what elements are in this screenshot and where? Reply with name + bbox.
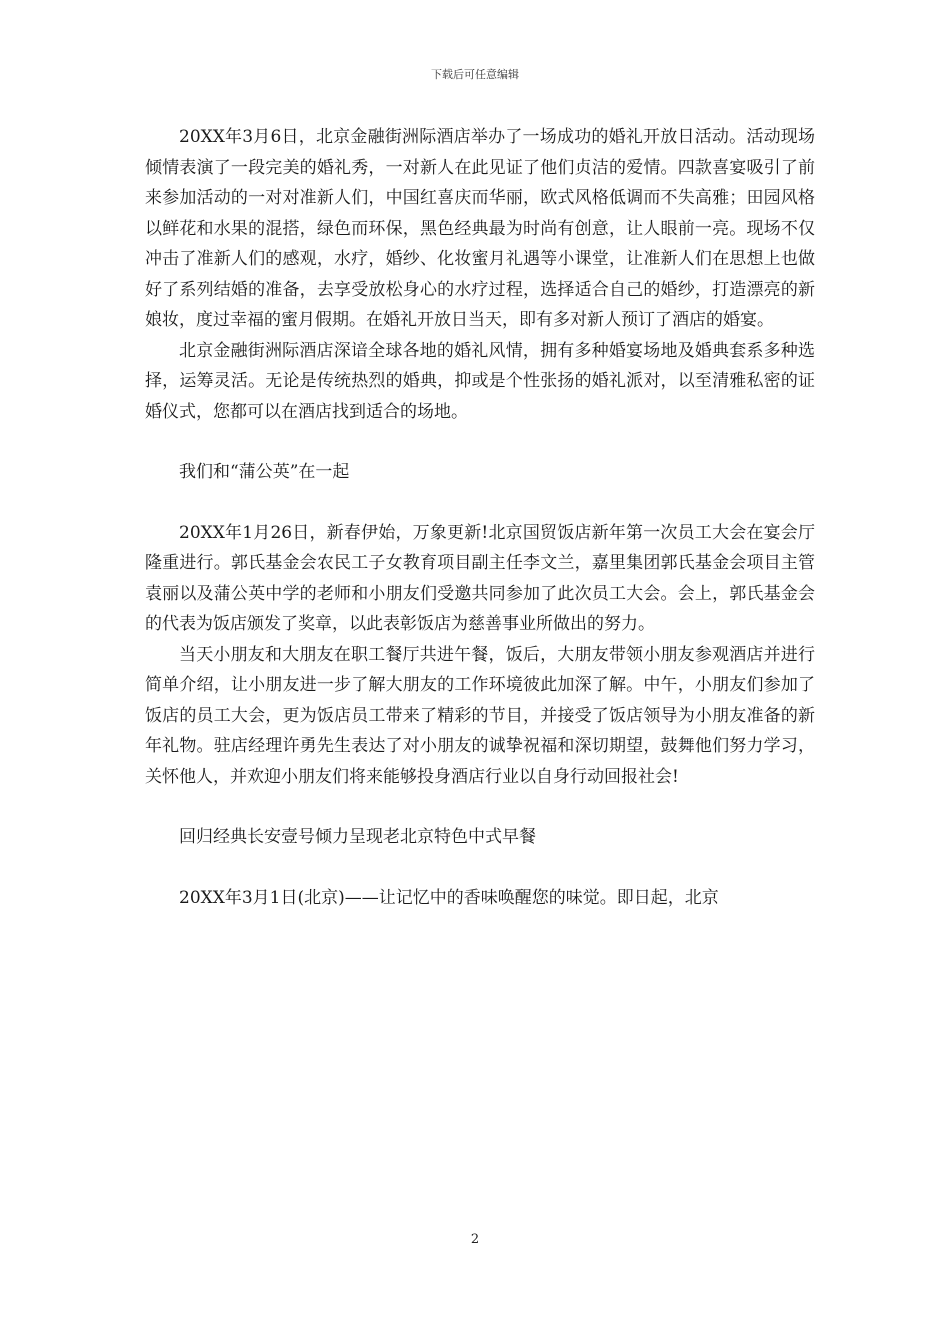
section-heading-breakfast: 回归经典长安壹号倾力呈现老北京特色中式早餐 — [179, 827, 536, 847]
spacer — [145, 792, 815, 822]
section-heading-dandelion: 我们和“蒲公英”在一起 — [179, 462, 350, 482]
spacer — [145, 853, 815, 883]
paragraph-wedding-venues: 北京金融街洲际酒店深谙全球各地的婚礼风情，拥有多种婚宴场地及婚典套系多种选择，运筹灵活。无论是传统热烈的婚典，抑或是个性张扬的婚礼派对，以至清雅私密的证婚仪式，您都可以在酒店找到适合的场地。 — [145, 340, 815, 422]
spacer — [145, 427, 815, 457]
paragraph-breakfast-intro: 20XX年3月1日(北京)——让记忆中的香味唤醒您的味觉。即日起，北京 — [179, 887, 719, 908]
paragraph-staff-meeting: 20XX年1月26日，新春伊始，万象更新!北京国贸饭店新年第一次员工大会在宴会厅隆重进行。郭氏基金会农民工子女教育项目副主任李文兰，嘉里集团郭氏基金会项目主管袁丽以及蒲公英中学的老师和小朋友们受邀共同参加了此次员工大会。会上，郭氏基金会的代表为饭店颁发了奖章，以此表彰饭店为慈善事业所做出的努力。 — [145, 522, 815, 634]
page-header: 下载后可任意编辑 — [431, 68, 519, 81]
paragraph-children-visit: 当天小朋友和大朋友在职工餐厅共进午餐，饭后，大朋友带领小朋友参观酒店并进行简单介绍，让小朋友进一步了解大朋友的工作环境彼此加深了解。中午，小朋友们参加了饭店的员工大会，更为饭店员工带来了精彩的节目，并接受了饭店领导为小朋友准备的新年礼物。驻店经理许勇先生表达了对小朋友的诚挚祝福和深切期望，鼓舞他们努力学习，关怀他人，并欢迎小朋友们将来能够投身酒店行业以自身行动回报社会! — [145, 644, 815, 787]
document-body — [145, 122, 815, 913]
paragraph-wedding-open-day: 20XX年3月6日，北京金融街洲际酒店举办了一场成功的婚礼开放日活动。活动现场倾情表演了一段完美的婚礼秀，一对新人在此见证了他们贞洁的爱情。四款喜宴吸引了前来参加活动的一对对准新人们，中国红喜庆而华丽，欧式风格低调而不失高雅；田园风格以鲜花和水果的混搭，绿色而环保，黑色经典最为时尚有创意，让人眼前一亮。现场不仅冲击了准新人们的感观，水疗，婚纱、化妆蜜月礼遇等小课堂，让准新人们在思想上也做好了系列结婚的准备，去享受放松身心的水疗过程，选择适合自己的婚纱，打造漂亮的新娘妆，度过幸福的蜜月假期。在婚礼开放日当天，即有多对新人预订了酒店的婚宴。 — [145, 127, 815, 330]
spacer — [145, 488, 815, 518]
page-number: 2 — [470, 1232, 480, 1247]
